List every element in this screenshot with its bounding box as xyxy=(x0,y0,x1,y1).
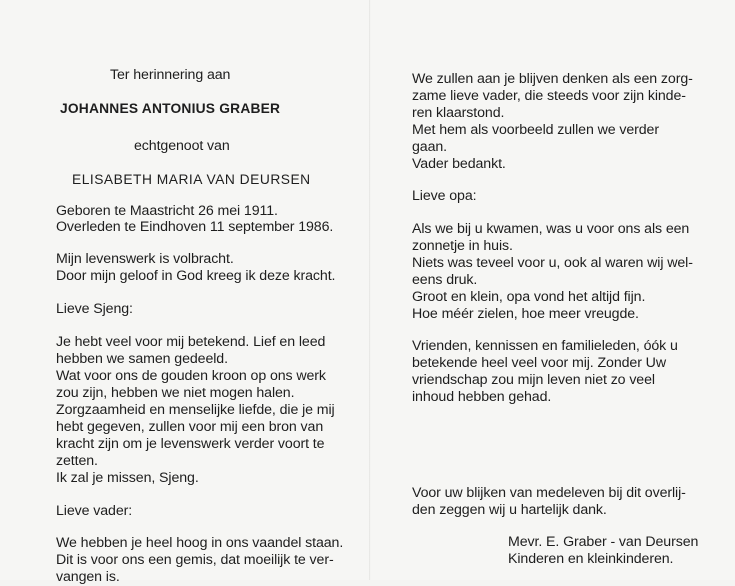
text-line: Met hem als voorbeeld zullen we verder xyxy=(412,122,659,138)
text-line: Groot en klein, opa vond het altijd fijn. xyxy=(412,289,646,305)
text-line: Vader bedankt. xyxy=(412,156,506,172)
salutation-vader: Lieve vader: xyxy=(56,503,133,519)
text-line: vriendschap zou mijn leven niet zo veel xyxy=(412,372,655,388)
text-line: Wat voor ons de gouden kroon op ons werk xyxy=(56,368,326,384)
text-line: zou zijn, hebben we niet mogen halen. xyxy=(56,385,295,401)
text-line: Je hebt veel voor mij betekend. Lief en leed xyxy=(56,334,326,350)
text-line: vangen is. xyxy=(56,569,120,585)
text-line: We zullen aan je blijven denken als een zorg- xyxy=(412,71,693,87)
salutation-opa: Lieve opa: xyxy=(412,188,477,204)
text-line: gaan. xyxy=(412,139,448,155)
thanks-line: Voor uw blijken van medeleven bij dit overlij- xyxy=(412,485,686,501)
text-line: Mijn levenswerk is volbracht. xyxy=(56,251,234,267)
text-line: zame lieve vader, die steeds voor zijn kinde- xyxy=(412,88,686,104)
signature-family: Kinderen en kleinkinderen. xyxy=(508,551,674,567)
text-line: Ik zal je missen, Sjeng. xyxy=(56,470,199,486)
text-line: We hebben je heel hoog in ons vaandel staan. xyxy=(56,535,344,551)
text-line: zetten. xyxy=(56,453,98,469)
text-line: zonnetje in huis. xyxy=(412,238,513,254)
text-line: Door mijn geloof in God kreeg ik deze kracht. xyxy=(56,268,336,284)
spouse-intro: echtgenoot van xyxy=(134,138,230,154)
text-line: Dit is voor ons een gemis, dat moeilijk te ver- xyxy=(56,552,334,568)
text-line: Zorgzaamheid en menselijke liefde, die je mij xyxy=(56,402,335,418)
text-line: Vrienden, kennissen en familieleden, óók u xyxy=(412,338,678,354)
text-line: Als we bij u kwamen, was u voor ons als een xyxy=(412,221,690,237)
birth-line: Geboren te Maastricht 26 mei 1911. xyxy=(56,203,278,219)
text-line: Niets was teveel voor u, ook al waren wij wel- xyxy=(412,255,693,271)
card-fold xyxy=(369,0,371,580)
text-line: betekende heel veel voor mij. Zonder Uw xyxy=(412,355,666,371)
text-line: kracht zijn om je levenswerk verder voort te xyxy=(56,436,325,452)
text-line: ren klaarstond. xyxy=(412,105,505,121)
salutation-sjeng: Lieve Sjeng: xyxy=(56,301,133,317)
spouse-name: ELISABETH MARIA VAN DEURSEN xyxy=(72,172,311,187)
text-line: Hoe méér zielen, hoe meer vreugde. xyxy=(412,306,639,322)
deceased-name: JOHANNES ANTONIUS GRABER xyxy=(60,101,281,116)
thanks-line: den zeggen wij u hartelijk dank. xyxy=(412,502,607,518)
text-line: inhoud hebben gehad. xyxy=(412,389,552,405)
text-line: hebben we samen gedeeld. xyxy=(56,351,228,367)
text-line: eens druk. xyxy=(412,272,478,288)
death-line: Overleden te Eindhoven 11 september 1986. xyxy=(56,219,334,235)
signature-widow: Mevr. E. Graber - van Deursen xyxy=(508,534,699,550)
text-line: hebt gegeven, zullen voor mij een bron van xyxy=(56,419,324,435)
intro-line: Ter herinnering aan xyxy=(110,67,231,83)
